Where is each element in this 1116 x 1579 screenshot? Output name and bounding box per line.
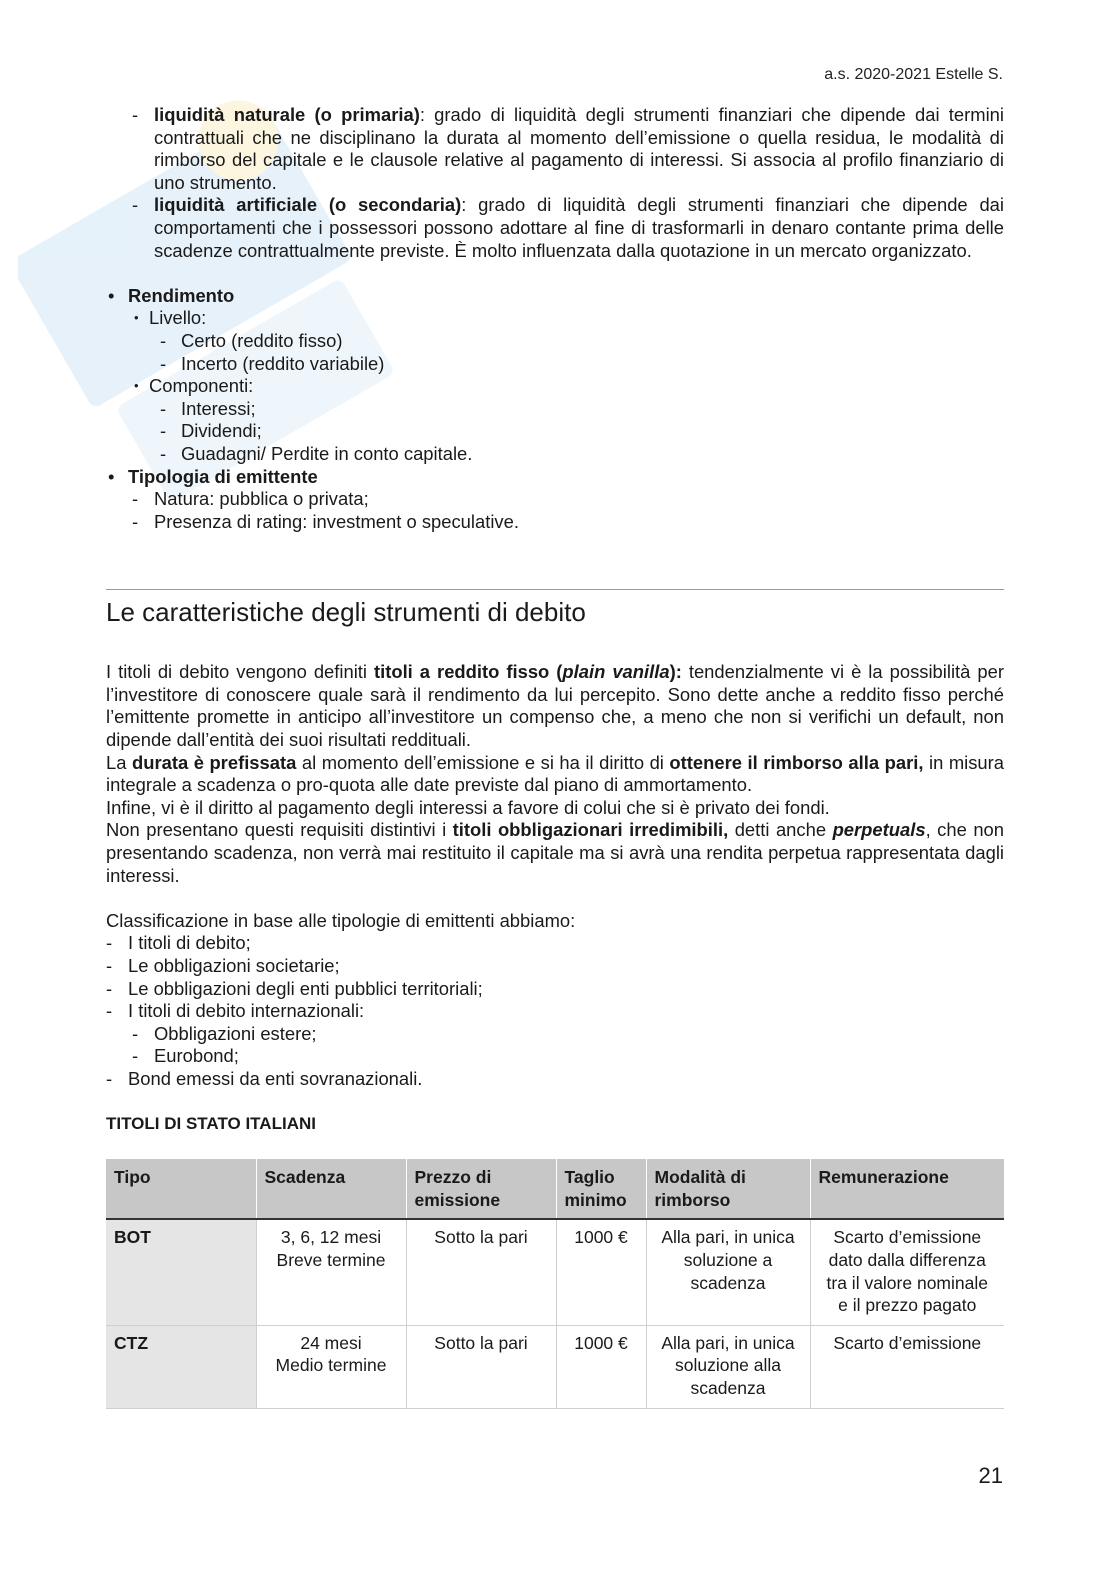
list-item: - Natura: pubblica o privata;	[132, 488, 369, 510]
table-cell: Sotto la pari	[406, 1219, 556, 1325]
list-item: - Obbligazioni estere;	[132, 1022, 317, 1044]
paragraph: I titoli di debito vengono definiti titoli a reddito fisso (plain vanilla): tendenzialmente vi è la possibilità per l’investitore di conoscere quale sarà il rendimento da lui percepito. Sono dette anche a reddito fisso perché l’emittente promette in anticipo all’investitore un compenso che, a meno che non si verifichi un default, non dipende dall’entità dei suoi risultati reddituali.	[106, 661, 1004, 751]
paragraph: Non presentano questi requisiti distintivi i titoli obbligazionari irredimibili, detti anche perpetuals, che non presentando scadenza, non verrà mai restituito il capitale ma si avrà una rendita perpetua rappresentata dagli interessi.	[106, 819, 1005, 886]
list-item: - Guadagni/ Perdite in conto capitale.	[160, 442, 473, 464]
titoli-table	[106, 1159, 1004, 1408]
column-header: Remunerazione	[810, 1159, 1004, 1219]
table-cell: Alla pari, in unica soluzione alla scadenza	[646, 1325, 810, 1408]
bullet-icon: •	[108, 284, 115, 306]
list-item: - I titoli di debito internazionali:	[106, 1000, 365, 1022]
list-item: • Componenti:	[134, 375, 254, 397]
page-header: a.s. 2020-2021 Estelle S.	[824, 66, 1003, 83]
list-item: • Livello:	[134, 307, 207, 329]
list-item: - Certo (reddito fisso)	[160, 329, 343, 351]
paragraph: La durata è prefissata al momento dell’emissione e si ha il diritto di ottenere il rimborso alla pari, in misura integrale a scadenza o pro-quota alle date previste dal piano di ammortamento.	[106, 751, 1004, 796]
list-item: - liquidità naturale (o primaria): grado di liquidità degli strumenti finanziari che dipende dai termini contrattuali che ne disciplinano la durata al momento dell’emissione o quella residua, le modalità di rimborso del capitale e le clausole relative al pagamento di interessi. Si associa al profilo finanziario di uno strumento.	[132, 104, 1004, 193]
table-cell: CTZ	[106, 1325, 256, 1408]
column-header: Prezzo di emissione	[406, 1159, 556, 1219]
table-cell: 3, 6, 12 mesi Breve termine	[256, 1219, 406, 1325]
column-header: Taglio minimo	[556, 1159, 646, 1219]
paragraph: Classificazione in base alle tipologie di emittenti abbiamo:	[106, 909, 576, 931]
list-item: - Interessi;	[160, 397, 256, 419]
column-header: Tipo	[106, 1159, 256, 1219]
bullet-icon: •	[134, 378, 139, 394]
list-item: - Le obbligazioni societarie;	[106, 955, 340, 976]
list-item: - Presenza di rating: investment o speculative.	[132, 510, 519, 532]
paragraph: Infine, vi è il diritto al pagamento degli interessi a favore di colui che si è privato dei fondi.	[106, 796, 830, 818]
table-cell: 1000 €	[556, 1325, 646, 1408]
list-item: - liquidità artificiale (o secondaria): grado di liquidità degli strumenti finanziari che dipende dai comportamenti che i possessori possono adottare al fine di trasformarli in denaro contante prima delle scadenze contrattualmente previste. È molto influenzata dalla quotazione in un mercato organizzato.	[132, 194, 1004, 261]
page-number: 21	[978, 1463, 1003, 1488]
table-cell: BOT	[106, 1219, 256, 1325]
table-cell: 1000 €	[556, 1219, 646, 1325]
page-content	[106, 104, 1004, 1409]
list-item: - I titoli di debito;	[106, 932, 251, 954]
section-title: Le caratteristiche degli strumenti di debito	[106, 597, 586, 628]
table-header-row	[106, 1159, 1004, 1219]
list-item: - Eurobond;	[132, 1045, 239, 1067]
table-cell: Sotto la pari	[406, 1325, 556, 1408]
table-row	[106, 1219, 1004, 1325]
column-header: Scadenza	[256, 1159, 406, 1219]
list-item: - Bond emessi da enti sovranazionali.	[106, 1067, 423, 1089]
list-item: - Le obbligazioni degli enti pubblici territoriali;	[106, 977, 483, 999]
list-item: - Incerto (reddito variabile)	[160, 352, 385, 374]
table-cell: Scarto d’emissione	[810, 1325, 1004, 1408]
list-item: • Tipologia di emittente	[108, 465, 318, 487]
table-title: TITOLI DI STATO ITALIANI	[106, 1113, 316, 1133]
list-item: • Rendimento	[108, 284, 235, 306]
table-cell: 24 mesi Medio termine	[256, 1325, 406, 1408]
column-header: Modalità di rimborso	[646, 1159, 810, 1219]
table-row	[106, 1325, 1004, 1408]
table-cell: Scarto d’emissione dato dalla differenza tra il valore nominale e il prezzo pagato	[810, 1219, 1004, 1325]
table-cell: Alla pari, in unica soluzione a scadenza	[646, 1219, 810, 1325]
list-item: - Dividendi;	[160, 420, 262, 442]
bullet-icon: •	[108, 465, 115, 487]
bullet-icon: •	[134, 310, 139, 326]
